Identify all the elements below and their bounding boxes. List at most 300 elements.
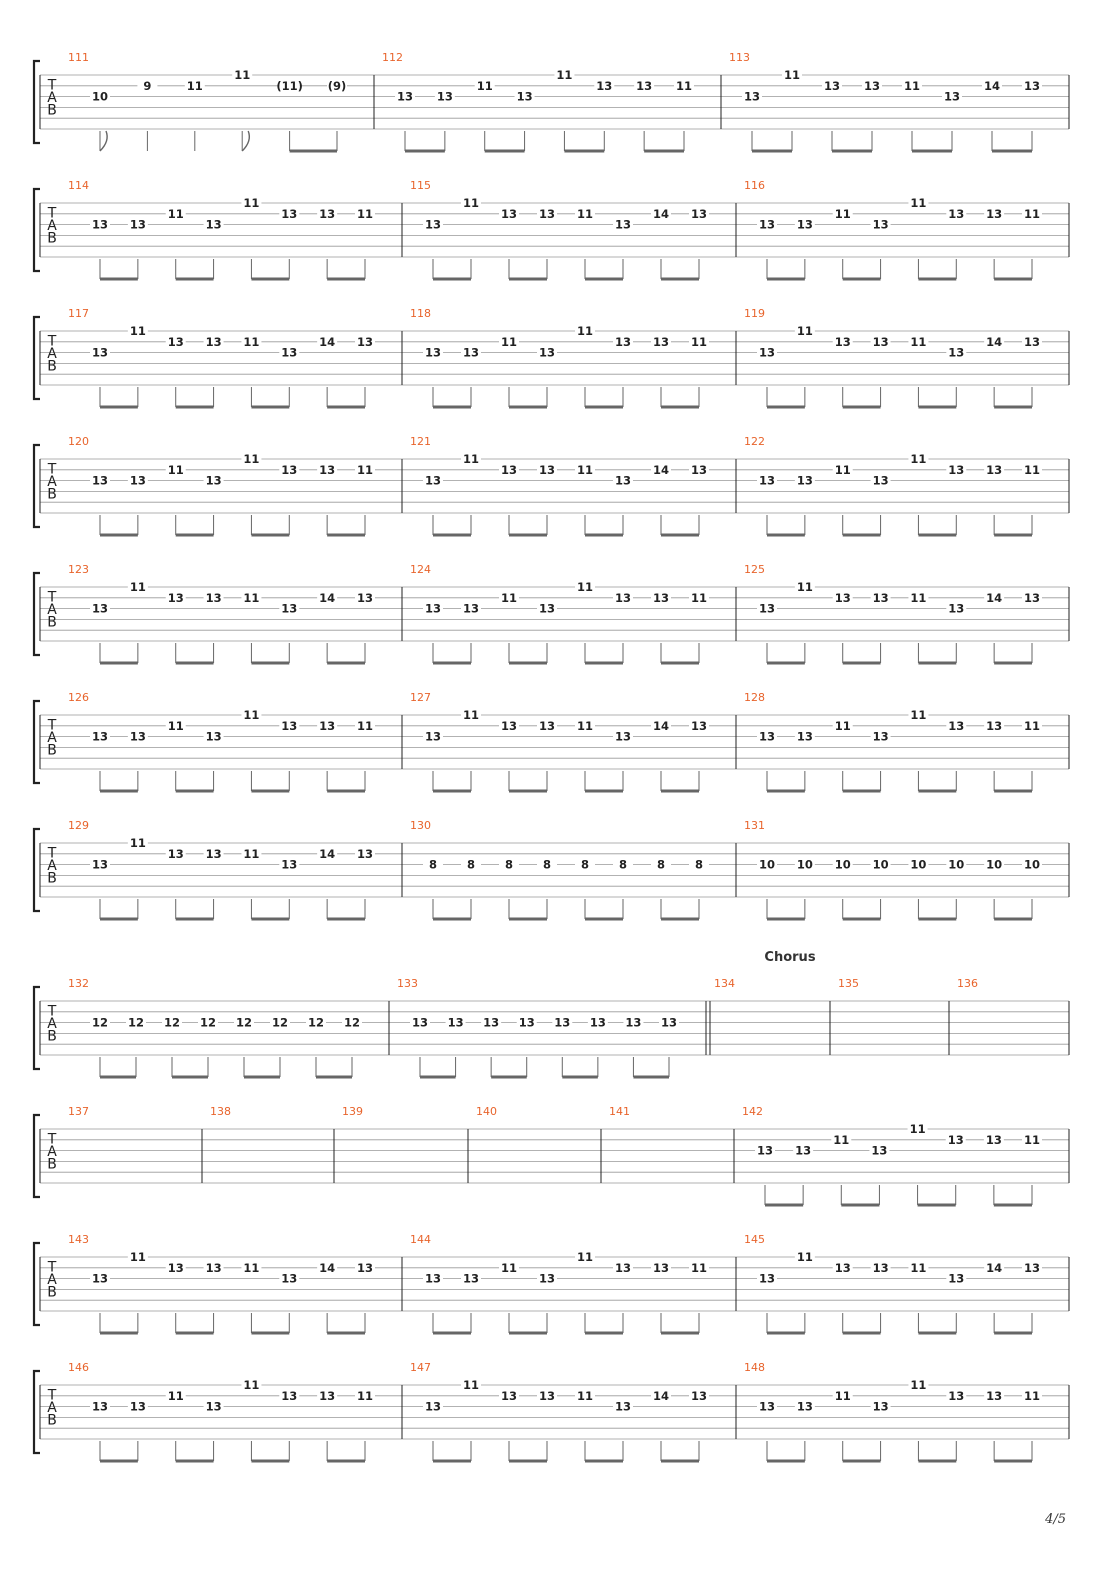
fret-number: 13 xyxy=(281,462,298,477)
fret-number: 13 xyxy=(795,1143,812,1158)
measure-number: 119 xyxy=(744,307,765,320)
fret-number: 13 xyxy=(91,1271,109,1286)
measure-number: 142 xyxy=(742,1105,763,1118)
measure-number: 133 xyxy=(397,977,418,990)
fret-number: 11 xyxy=(910,590,927,605)
fret-number: 11 xyxy=(576,1388,594,1403)
fret-number: 13 xyxy=(652,590,670,605)
fret-number: 11 xyxy=(833,1132,850,1147)
fret-number: 13 xyxy=(424,217,442,232)
tab-clef-letter: T xyxy=(47,1259,57,1276)
fret-number: 13 xyxy=(614,334,632,349)
fret-number: 13 xyxy=(500,462,518,477)
fret-number: 13 xyxy=(872,1399,889,1414)
fret-number: 8 xyxy=(466,857,476,872)
fret-number: 13 xyxy=(538,1271,556,1286)
measure-number: 111 xyxy=(68,51,89,64)
fret-number: 13 xyxy=(1023,78,1041,93)
fret-number: 11 xyxy=(129,836,146,850)
fret-number: 11 xyxy=(167,462,184,477)
fret-number: 11 xyxy=(234,68,251,82)
measure xyxy=(410,307,709,407)
fret-number: 13 xyxy=(281,345,298,360)
page-number: 4/5 xyxy=(1045,1512,1066,1527)
fret-number: 13 xyxy=(986,718,1003,733)
fret-number: 13 xyxy=(796,729,813,744)
fret-number: 13 xyxy=(205,473,222,488)
fret-number: 11 xyxy=(462,708,480,722)
fret-number: 8 xyxy=(580,857,590,872)
measure-number: 127 xyxy=(410,691,431,704)
measure-number: 130 xyxy=(410,819,431,832)
fret-number: 13 xyxy=(948,718,965,733)
fret-number: 13 xyxy=(690,1388,708,1403)
fret-number: 13 xyxy=(834,334,851,349)
tab-clef-letter: A xyxy=(47,1400,57,1417)
fret-number: 11 xyxy=(690,1260,708,1275)
fret-number: 11 xyxy=(909,1122,926,1136)
fret-number: 13 xyxy=(690,718,708,733)
measure-number: 114 xyxy=(68,179,89,192)
fret-number: 13 xyxy=(863,78,881,93)
fret-number: 13 xyxy=(500,718,518,733)
fret-number: 13 xyxy=(614,473,632,488)
measure-number: 126 xyxy=(68,691,89,704)
measure-number: 137 xyxy=(68,1105,89,1118)
fret-number: 8 xyxy=(618,857,628,872)
fret-number: 13 xyxy=(205,729,222,744)
fret-number: 11 xyxy=(1023,462,1041,477)
fret-number: 13 xyxy=(872,729,889,744)
fret-number: 13 xyxy=(872,334,889,349)
fret-number: 11 xyxy=(500,334,518,349)
fret-number: 13 xyxy=(462,601,480,616)
fret-number: 11 xyxy=(243,1378,260,1392)
fret-number: 11 xyxy=(576,206,594,221)
tab-clef-letter: T xyxy=(47,1387,57,1404)
staff-system xyxy=(34,691,1069,791)
tab-clef-letter: T xyxy=(47,461,57,478)
fret-number: 13 xyxy=(872,590,889,605)
fret-number: 13 xyxy=(500,1388,518,1403)
fret-number: 13 xyxy=(743,89,761,104)
fret-number: 14 xyxy=(652,718,670,733)
measure-number: 121 xyxy=(410,435,431,448)
measure xyxy=(609,1105,630,1118)
fret-number: 14 xyxy=(319,846,336,861)
fret-number: 13 xyxy=(690,462,708,477)
fret-number: 13 xyxy=(614,590,632,605)
fret-number: 14 xyxy=(986,334,1003,349)
tab-clef-letter: B xyxy=(47,102,57,119)
tab-clef-letter: B xyxy=(47,358,57,375)
fret-number: 13 xyxy=(690,206,708,221)
measure xyxy=(410,691,709,791)
fret-number: 11 xyxy=(576,324,594,338)
tab-clef-letter: A xyxy=(47,1016,57,1033)
fret-number: 11 xyxy=(1023,718,1041,733)
fret-number: 12 xyxy=(235,1015,253,1030)
fret-number: 11 xyxy=(796,580,813,594)
fret-number: 13 xyxy=(1023,334,1041,349)
fret-number: 12 xyxy=(271,1015,289,1030)
system-bracket xyxy=(34,1371,40,1453)
tab-clef-letter: B xyxy=(47,870,57,887)
fret-number: 13 xyxy=(518,1015,535,1030)
fret-number: 13 xyxy=(91,857,109,872)
fret-number: 13 xyxy=(424,1271,442,1286)
measure-number: 124 xyxy=(410,563,431,576)
fret-number: 11 xyxy=(1023,1132,1041,1147)
measure-number: 113 xyxy=(729,51,750,64)
measure-number: 139 xyxy=(342,1105,363,1118)
fret-number: 12 xyxy=(307,1015,325,1030)
fret-number: 10 xyxy=(758,857,776,872)
staff-system xyxy=(34,435,1069,535)
fret-number: 13 xyxy=(796,473,813,488)
fret-number: 8 xyxy=(656,857,666,872)
fret-number: 13 xyxy=(948,1271,965,1286)
measure-number: 115 xyxy=(410,179,431,192)
measure xyxy=(68,819,375,919)
fret-number: 11 xyxy=(910,708,927,722)
tab-clef-letter: B xyxy=(47,230,57,247)
fret-number: 13 xyxy=(948,601,965,616)
fret-number: 13 xyxy=(758,729,776,744)
fret-number: 13 xyxy=(167,590,184,605)
fret-number: 13 xyxy=(871,1143,888,1158)
fret-number: 13 xyxy=(758,1271,776,1286)
fret-number: 11 xyxy=(783,68,801,82)
tab-clef-letter: A xyxy=(47,1144,57,1161)
fret-number: 13 xyxy=(91,217,109,232)
fret-number: 11 xyxy=(576,580,594,594)
fret-number: 13 xyxy=(948,345,965,360)
system-bracket xyxy=(34,573,40,655)
fret-number: 13 xyxy=(796,1399,813,1414)
fret-number: 11 xyxy=(1023,1388,1041,1403)
fret-number: 11 xyxy=(576,1250,594,1264)
fret-number: 13 xyxy=(1023,590,1041,605)
measure-number: 143 xyxy=(68,1233,89,1246)
fret-number: 13 xyxy=(986,206,1003,221)
fret-number: 11 xyxy=(129,324,146,338)
measure xyxy=(68,435,375,535)
fret-number: 11 xyxy=(910,1260,927,1275)
fret-number: 10 xyxy=(948,857,965,872)
tab-clef-letter: T xyxy=(47,589,57,606)
staff-system xyxy=(34,307,1069,407)
measure xyxy=(410,563,709,663)
measure xyxy=(744,563,1042,663)
fret-number: 13 xyxy=(281,1388,298,1403)
measure xyxy=(397,977,679,1077)
fret-number: 11 xyxy=(243,590,260,605)
fret-number: 13 xyxy=(796,217,813,232)
staff-system xyxy=(34,1105,1069,1205)
fret-number: 11 xyxy=(243,1260,260,1275)
fret-number: 13 xyxy=(167,1260,184,1275)
tab-clef-letter: A xyxy=(47,218,57,235)
fret-number: 13 xyxy=(758,217,776,232)
staff-system xyxy=(34,819,1069,919)
tab-clef-letter: A xyxy=(47,90,57,107)
fret-number: 11 xyxy=(910,334,927,349)
measure xyxy=(68,179,375,279)
measure-number: 134 xyxy=(714,977,735,990)
fret-number: 13 xyxy=(1023,1260,1041,1275)
tab-clef-letter: B xyxy=(47,614,57,631)
fret-number: 11 xyxy=(243,846,260,861)
fret-number: 11 xyxy=(462,452,480,466)
fret-number: 13 xyxy=(281,206,298,221)
measure xyxy=(68,51,347,151)
fret-number: 14 xyxy=(986,590,1003,605)
fret-number: 13 xyxy=(625,1015,642,1030)
fret-number: 13 xyxy=(660,1015,678,1030)
fret-number: 11 xyxy=(243,196,260,210)
fret-number: 13 xyxy=(424,601,442,616)
fret-number: 13 xyxy=(424,473,442,488)
fret-number: 13 xyxy=(538,462,556,477)
tab-clef-letter: A xyxy=(47,474,57,491)
tab-clef-letter: T xyxy=(47,845,57,862)
fret-number: 13 xyxy=(756,1143,774,1158)
fret-number: 13 xyxy=(516,89,533,104)
system-bracket xyxy=(34,701,40,783)
fret-number: 11 xyxy=(462,1378,480,1392)
fret-number: 11 xyxy=(576,718,594,733)
fret-number: (9) xyxy=(327,78,347,93)
tab-clef-letter: T xyxy=(47,205,57,222)
fret-number: 13 xyxy=(614,1260,632,1275)
fret-number: 13 xyxy=(834,590,851,605)
fret-number: 13 xyxy=(834,1260,851,1275)
fret-number: 13 xyxy=(500,206,518,221)
fret-number: 13 xyxy=(319,718,336,733)
measure-number: 112 xyxy=(382,51,403,64)
fret-number: 11 xyxy=(903,78,921,93)
fret-number: 13 xyxy=(986,1388,1003,1403)
fret-number: 11 xyxy=(243,334,260,349)
fret-number: 13 xyxy=(986,462,1003,477)
fret-number: 11 xyxy=(186,78,203,93)
tab-clef-letter: B xyxy=(47,1156,57,1173)
fret-number: 13 xyxy=(167,334,184,349)
measure-number: 135 xyxy=(838,977,859,990)
measure-number: 120 xyxy=(68,435,89,448)
fret-number: 13 xyxy=(758,473,776,488)
fret-number: 14 xyxy=(319,334,336,349)
fret-number: 11 xyxy=(243,708,260,722)
fret-number: 11 xyxy=(500,1260,518,1275)
fret-number: 13 xyxy=(538,601,556,616)
fret-number: 13 xyxy=(652,334,670,349)
fret-number: 13 xyxy=(205,846,222,861)
fret-number: 13 xyxy=(129,729,146,744)
fret-number: 13 xyxy=(356,1260,374,1275)
fret-number: 13 xyxy=(948,1388,965,1403)
fret-number: 13 xyxy=(319,206,336,221)
measure xyxy=(68,1105,89,1118)
measure-number: 128 xyxy=(744,691,765,704)
fret-number: 13 xyxy=(411,1015,429,1030)
measure xyxy=(68,563,375,663)
fret-number: 10 xyxy=(796,857,813,872)
fret-number: 11 xyxy=(910,196,927,210)
fret-number: 11 xyxy=(243,452,260,466)
system-bracket xyxy=(34,61,40,143)
fret-number: 12 xyxy=(127,1015,145,1030)
measure-number: 141 xyxy=(609,1105,630,1118)
tab-clef-letter: A xyxy=(47,346,57,363)
measure xyxy=(957,977,978,990)
fret-number: 10 xyxy=(910,857,927,872)
fret-number: 11 xyxy=(356,206,374,221)
fret-number: 8 xyxy=(542,857,552,872)
measure xyxy=(410,435,709,535)
tab-clef-letter: B xyxy=(47,1284,57,1301)
measure-number: 125 xyxy=(744,563,765,576)
fret-number: 13 xyxy=(948,206,965,221)
fret-number: 11 xyxy=(834,462,851,477)
measure xyxy=(68,1361,375,1461)
fret-number: 13 xyxy=(129,217,146,232)
staff-system xyxy=(34,977,1069,1077)
measure-number: 131 xyxy=(744,819,765,832)
bend-flag xyxy=(242,131,249,151)
measure-number: 123 xyxy=(68,563,89,576)
fret-number: 13 xyxy=(424,345,442,360)
fret-number: 11 xyxy=(500,590,518,605)
fret-number: 11 xyxy=(356,718,374,733)
fret-number: 13 xyxy=(129,473,146,488)
fret-number: 11 xyxy=(910,1378,927,1392)
fret-number: 13 xyxy=(554,1015,571,1030)
fret-number: 13 xyxy=(758,1399,776,1414)
measure xyxy=(838,977,859,990)
measure xyxy=(742,1105,1042,1205)
measure xyxy=(210,1105,231,1118)
fret-number: 14 xyxy=(983,78,1001,93)
fret-number: 13 xyxy=(205,590,222,605)
fret-number: 13 xyxy=(319,462,336,477)
system-bracket xyxy=(34,189,40,271)
measure xyxy=(744,1233,1042,1333)
fret-number: 13 xyxy=(483,1015,500,1030)
fret-number: 11 xyxy=(129,1250,146,1264)
measure-number: 116 xyxy=(744,179,765,192)
fret-number: 14 xyxy=(652,1388,670,1403)
system-bracket xyxy=(34,987,40,1069)
staff-system xyxy=(34,1361,1069,1461)
system-bracket xyxy=(34,445,40,527)
system-bracket xyxy=(34,317,40,399)
fret-number: 13 xyxy=(281,601,298,616)
fret-number: 13 xyxy=(356,846,374,861)
fret-number: 13 xyxy=(281,718,298,733)
tab-clef-letter: B xyxy=(47,1412,57,1429)
fret-number: 13 xyxy=(538,206,556,221)
fret-number: 13 xyxy=(91,601,109,616)
fret-number: 13 xyxy=(319,1388,336,1403)
measure-number: 140 xyxy=(476,1105,497,1118)
fret-number: 11 xyxy=(129,580,146,594)
fret-number: 11 xyxy=(167,206,184,221)
measure-number: 146 xyxy=(68,1361,89,1374)
fret-number: 8 xyxy=(428,857,438,872)
fret-number: 13 xyxy=(538,345,556,360)
fret-number: 14 xyxy=(319,1260,336,1275)
fret-number: 11 xyxy=(796,324,813,338)
measure-number: 147 xyxy=(410,1361,431,1374)
fret-number: 13 xyxy=(872,473,889,488)
fret-number: 13 xyxy=(947,1132,964,1147)
tab-clef-letter: A xyxy=(47,730,57,747)
tab-clef-letter: T xyxy=(47,717,57,734)
fret-number: 9 xyxy=(143,78,152,93)
system-bracket xyxy=(34,1243,40,1325)
measure-number: 122 xyxy=(744,435,765,448)
fret-number: 11 xyxy=(167,1388,184,1403)
fret-number: 13 xyxy=(205,1260,222,1275)
fret-number: 11 xyxy=(1023,206,1041,221)
measure xyxy=(382,51,694,151)
fret-number: 10 xyxy=(872,857,889,872)
staff-system xyxy=(34,51,1069,151)
fret-number: 8 xyxy=(504,857,514,872)
fret-number: 13 xyxy=(636,78,653,93)
tab-clef-letter: T xyxy=(47,1003,57,1020)
fret-number: 10 xyxy=(986,857,1003,872)
fret-number: 11 xyxy=(834,206,851,221)
measure xyxy=(744,691,1042,791)
fret-number: 13 xyxy=(823,78,841,93)
fret-number: 13 xyxy=(652,1260,670,1275)
fret-number: 13 xyxy=(614,1399,632,1414)
tab-clef-letter: B xyxy=(47,1028,57,1045)
fret-number: 11 xyxy=(576,462,594,477)
measure xyxy=(744,435,1042,535)
measure-number: 132 xyxy=(68,977,89,990)
fret-number: 13 xyxy=(396,89,414,104)
fret-number: 13 xyxy=(91,729,109,744)
measure xyxy=(342,1105,363,1118)
fret-number: 13 xyxy=(205,217,222,232)
fret-number: 11 xyxy=(910,452,927,466)
fret-number: 11 xyxy=(834,1388,851,1403)
fret-number: 13 xyxy=(758,345,776,360)
fret-number: 12 xyxy=(343,1015,361,1030)
fret-number: 11 xyxy=(556,68,573,82)
tab-clef-letter: A xyxy=(47,858,57,875)
fret-number: 13 xyxy=(167,846,184,861)
measure-number: 117 xyxy=(68,307,89,320)
fret-number: 13 xyxy=(281,857,298,872)
fret-number: 11 xyxy=(167,718,184,733)
measure xyxy=(68,1233,375,1333)
fret-number: 13 xyxy=(129,1399,146,1414)
fret-number: (11) xyxy=(276,78,303,93)
fret-number: 13 xyxy=(758,601,776,616)
fret-number: 11 xyxy=(690,590,708,605)
measure-number: 118 xyxy=(410,307,431,320)
measure xyxy=(68,977,362,1077)
measure-number: 138 xyxy=(210,1105,231,1118)
fret-number: 10 xyxy=(1023,857,1041,872)
fret-number: 13 xyxy=(356,590,374,605)
fret-number: 10 xyxy=(834,857,851,872)
